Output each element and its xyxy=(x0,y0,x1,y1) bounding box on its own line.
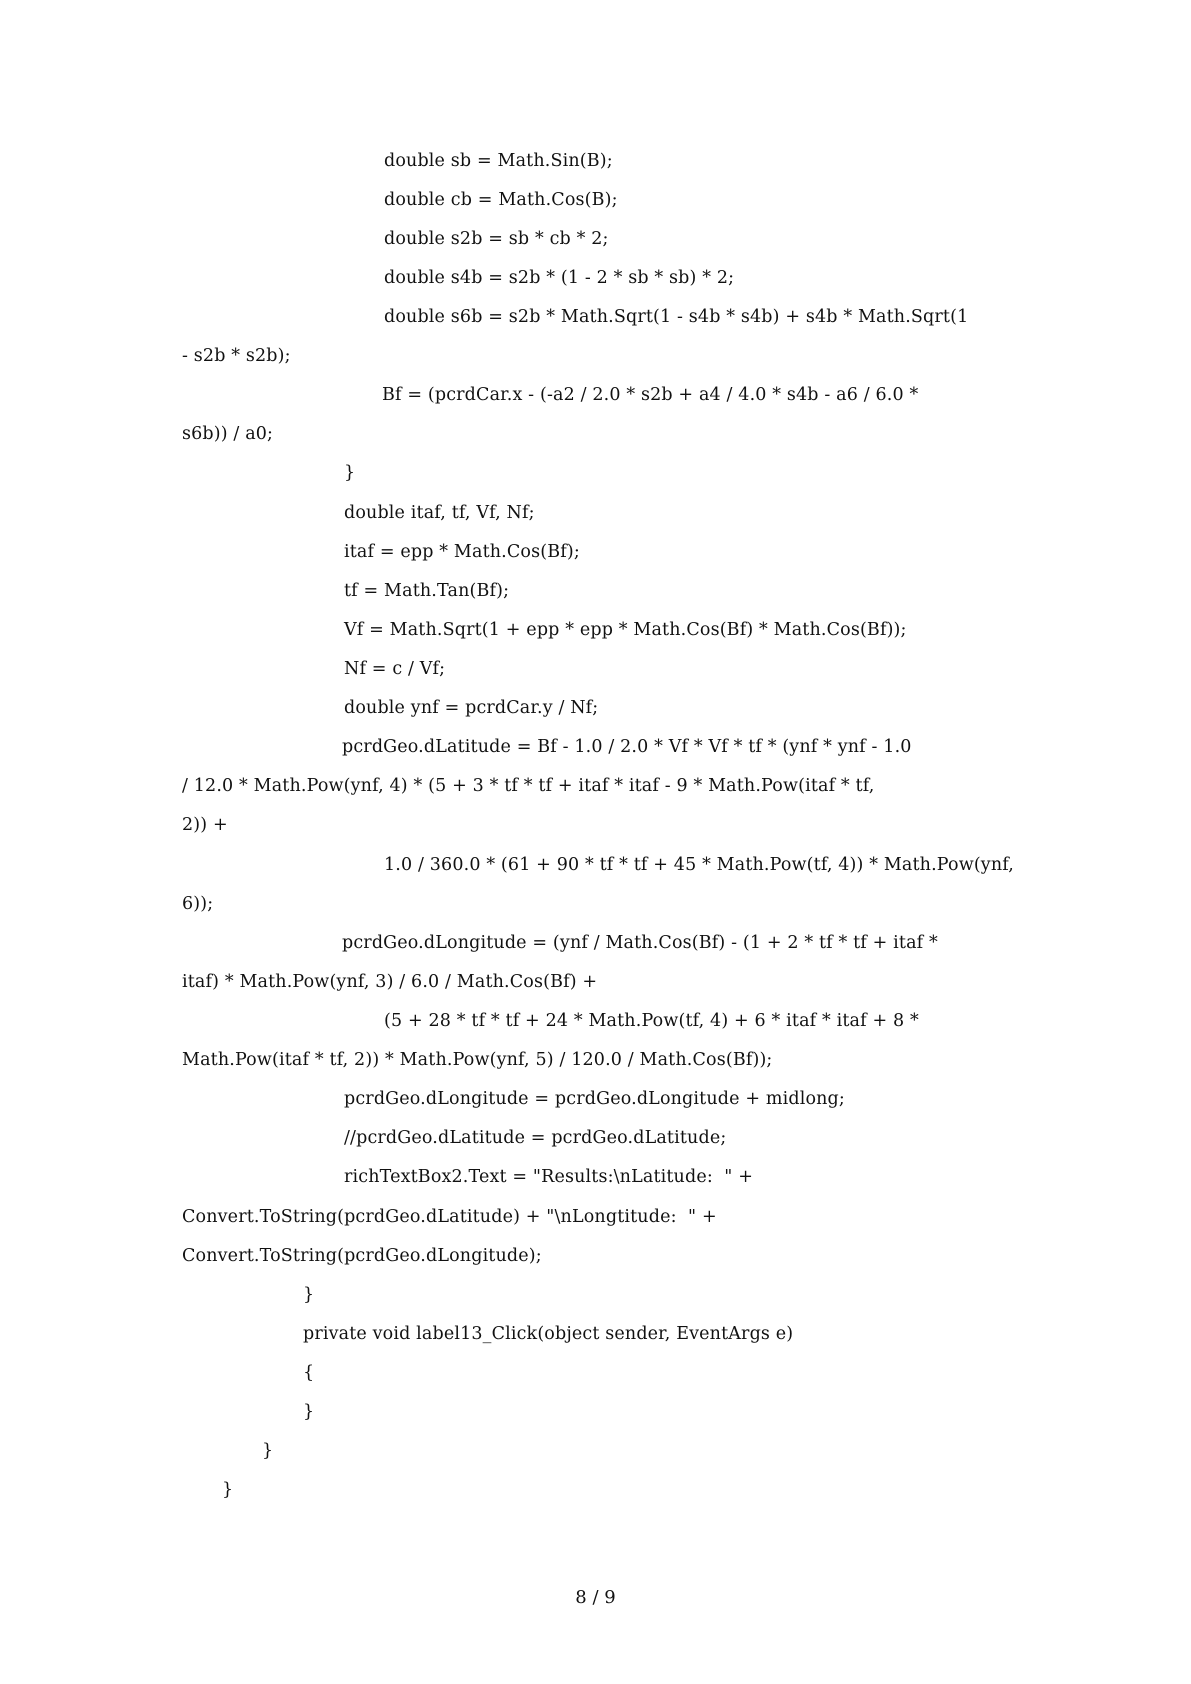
code-line: double cb = Math.Cos(B); xyxy=(384,190,618,210)
code-line: double s4b = s2b * (1 - 2 * sb * sb) * 2; xyxy=(384,268,735,288)
code-line: richTextBox2.Text = "Results:\nLatitude: " + xyxy=(344,1167,754,1187)
code-line: double s2b = sb * cb * 2; xyxy=(384,229,609,249)
code-line: pcrdGeo.dLongitude = pcrdGeo.dLongitude + midlong; xyxy=(344,1089,845,1109)
code-line: } xyxy=(344,463,356,483)
code-line: Math.Pow(itaf * tf, 2)) * Math.Pow(ynf, 5) / 120.0 / Math.Cos(Bf)); xyxy=(182,1050,773,1070)
code-line: Bf = (pcrdCar.x - (-a2 / 2.0 * s2b + a4 / 4.0 * s4b - a6 / 6.0 * xyxy=(382,385,919,405)
code-line: Vf = Math.Sqrt(1 + epp * epp * Math.Cos(Bf) * Math.Cos(Bf)); xyxy=(344,620,907,640)
code-line: pcrdGeo.dLongitude = (ynf / Math.Cos(Bf) - (1 + 2 * tf * tf + itaf * xyxy=(342,933,938,953)
code-line: / 12.0 * Math.Pow(ynf, 4) * (5 + 3 * tf * tf + itaf * itaf - 9 * Math.Pow(itaf * tf, xyxy=(182,776,875,796)
code-line: private void label13_Click(object sender, EventArgs e) xyxy=(303,1324,794,1344)
code-line: - s2b * s2b); xyxy=(182,346,291,366)
code-line: //pcrdGeo.dLatitude = pcrdGeo.dLatitude; xyxy=(344,1128,727,1148)
code-line: } xyxy=(222,1480,234,1500)
code-line: } xyxy=(303,1402,315,1422)
code-line: (5 + 28 * tf * tf + 24 * Math.Pow(tf, 4) + 6 * itaf * itaf + 8 * xyxy=(384,1011,919,1031)
page-number: 8 / 9 xyxy=(575,1587,616,1608)
code-line: double s6b = s2b * Math.Sqrt(1 - s4b * s4b) + s4b * Math.Sqrt(1 xyxy=(384,307,969,327)
code-line: double sb = Math.Sin(B); xyxy=(384,151,613,171)
code-line: Convert.ToString(pcrdGeo.dLatitude) + "\nLongtitude: " + xyxy=(182,1207,717,1227)
code-line: tf = Math.Tan(Bf); xyxy=(344,581,510,601)
code-line: 6)); xyxy=(182,894,214,914)
code-line: } xyxy=(303,1285,315,1305)
code-line: itaf) * Math.Pow(ynf, 3) / 6.0 / Math.Cos(Bf) + xyxy=(182,972,598,992)
code-line: double itaf, tf, Vf, Nf; xyxy=(344,503,535,523)
code-line: 1.0 / 360.0 * (61 + 90 * tf * tf + 45 * Math.Pow(tf, 4)) * Math.Pow(ynf, xyxy=(384,855,1014,875)
code-line: itaf = epp * Math.Cos(Bf); xyxy=(344,542,580,562)
code-line: pcrdGeo.dLatitude = Bf - 1.0 / 2.0 * Vf * Vf * tf * (ynf * ynf - 1.0 xyxy=(342,737,912,757)
code-line: double ynf = pcrdCar.y / Nf; xyxy=(344,698,599,718)
code-line: { xyxy=(303,1363,315,1383)
code-line: } xyxy=(262,1441,274,1461)
code-line: 2)) + xyxy=(182,815,228,835)
code-line: Nf = c / Vf; xyxy=(344,659,446,679)
code-line: Convert.ToString(pcrdGeo.dLongitude); xyxy=(182,1246,542,1266)
code-line: s6b)) / a0; xyxy=(182,424,274,444)
